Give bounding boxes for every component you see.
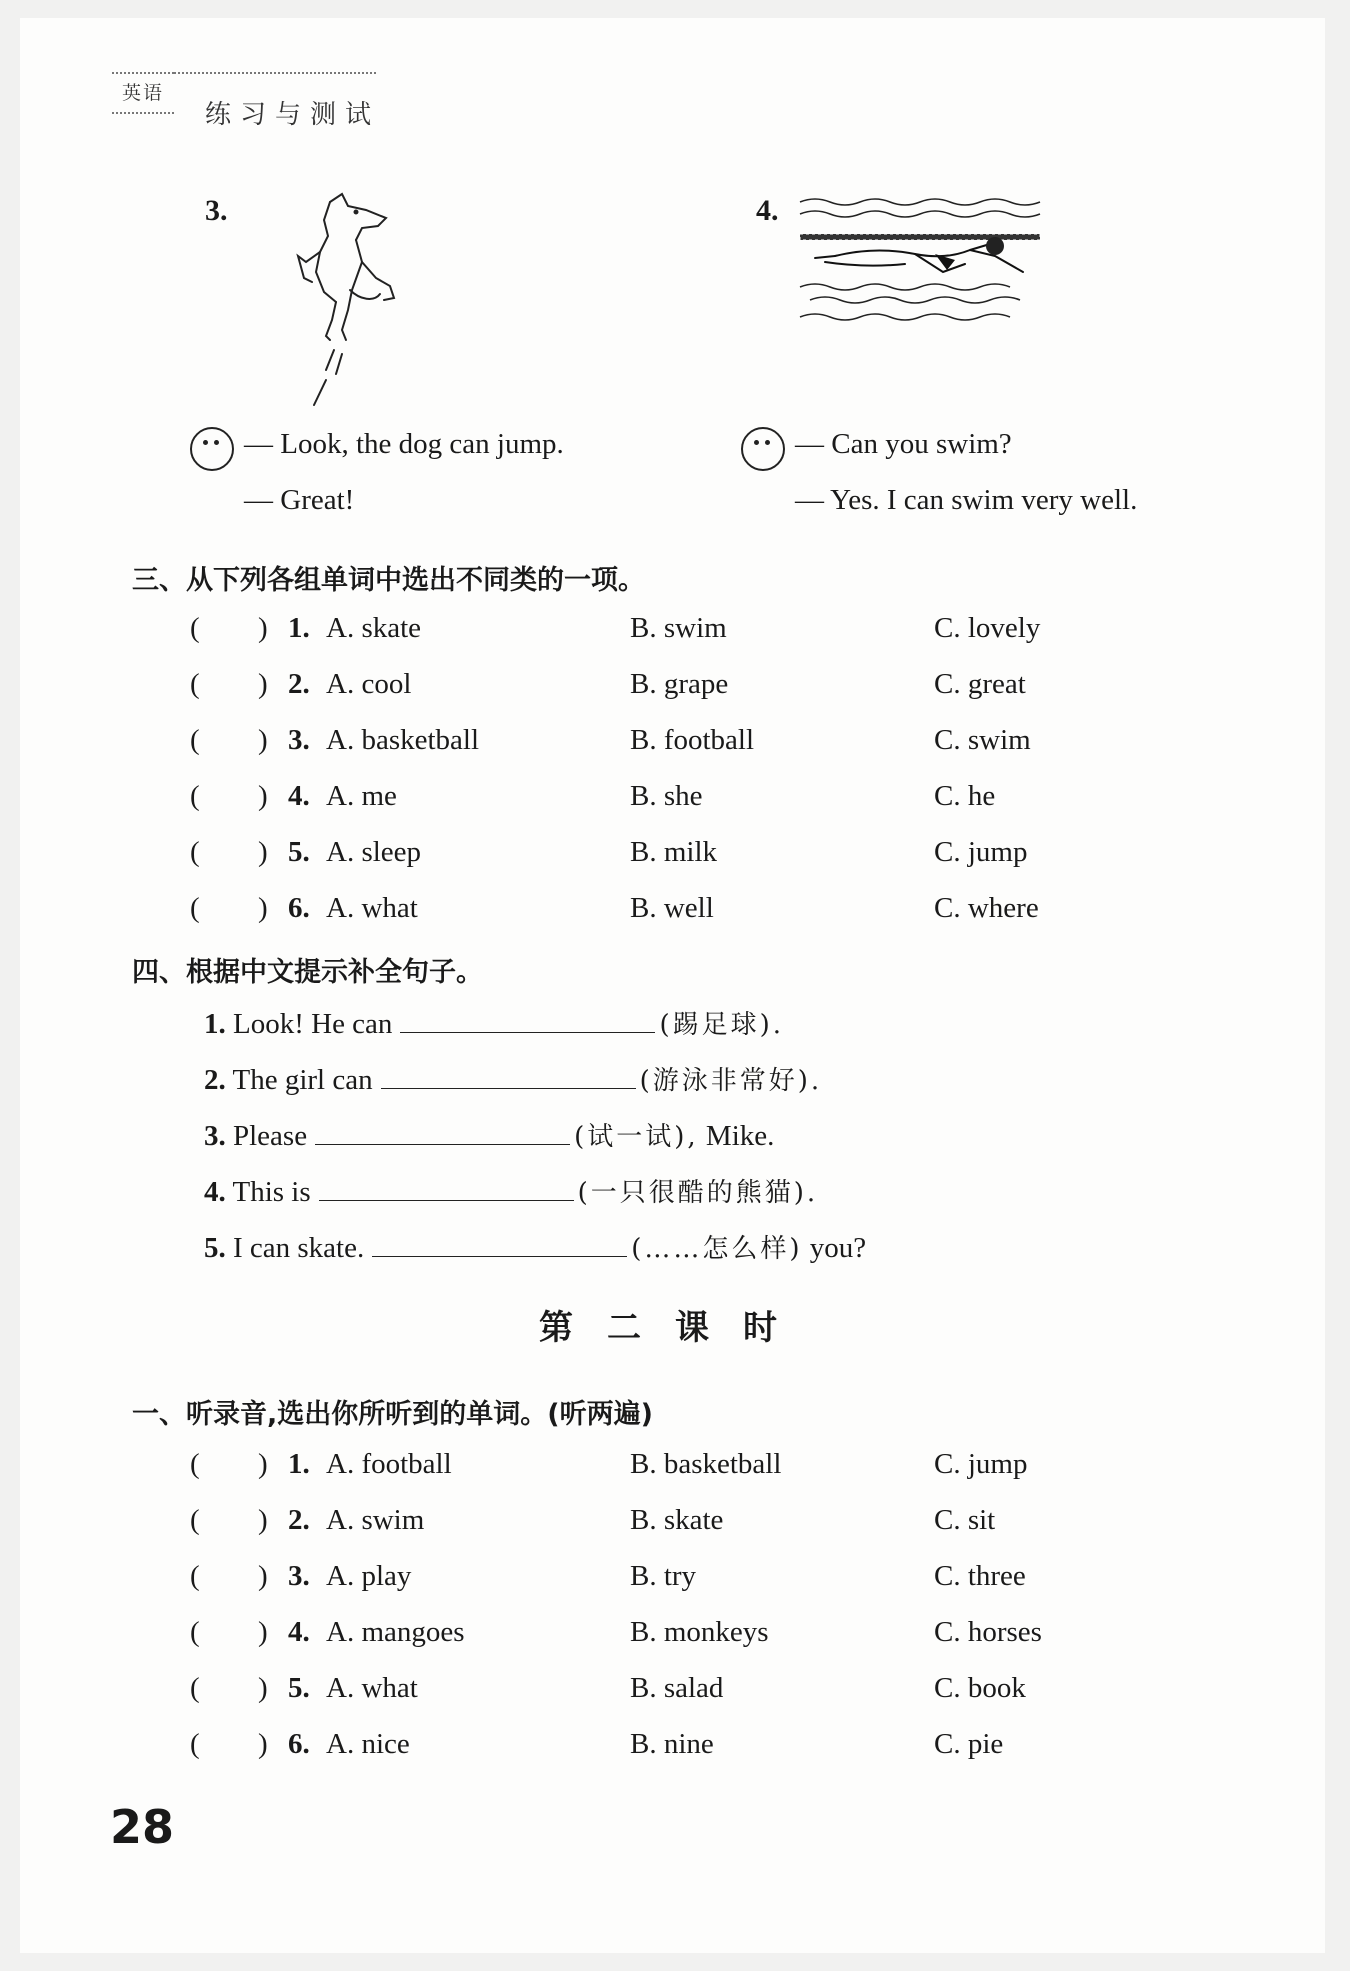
option-c: C. jump bbox=[934, 1448, 1028, 1480]
option-a: A. me bbox=[326, 780, 397, 812]
option-b: B. skate bbox=[630, 1504, 724, 1536]
question-row: ( ) 4. A. mangoes B. monkeys C. horses bbox=[190, 1616, 1042, 1648]
option-b: B. grape bbox=[630, 668, 729, 700]
answer-blank[interactable] bbox=[372, 1234, 627, 1257]
question-row: ( ) 5. A. sleep B. milk C. jump bbox=[190, 836, 1028, 868]
option-c: C. horses bbox=[934, 1616, 1042, 1648]
option-b: B. basketball bbox=[630, 1448, 782, 1480]
subject-label: 英语 bbox=[112, 72, 174, 114]
option-b: B. well bbox=[630, 892, 714, 924]
picture-3-number: 3. bbox=[205, 194, 228, 227]
answer-blank[interactable] bbox=[381, 1066, 636, 1089]
workbook-title: 练习与测试 bbox=[205, 100, 381, 130]
question-row: ( ) 5. A. what B. salad C. book bbox=[190, 1672, 1026, 1704]
fill-in-item: 1. Look! He can (踢足球). bbox=[204, 1008, 784, 1040]
question-row: ( ) 1. A. football B. basketball C. jump bbox=[190, 1448, 1028, 1480]
option-c: C. sit bbox=[934, 1504, 996, 1536]
picture-4-number: 4. bbox=[756, 194, 779, 227]
fill-in-item: 5. I can skate. (……怎么样) you? bbox=[204, 1232, 867, 1264]
dialogue-line: — Look, the dog can jump. bbox=[244, 428, 564, 460]
question-row: ( ) 1. A. skate B. swim C. lovely bbox=[190, 612, 1041, 644]
question-row: ( ) 4. A. me B. she C. he bbox=[190, 780, 996, 812]
option-a: A. sleep bbox=[326, 836, 422, 868]
answer-blank[interactable] bbox=[315, 1122, 570, 1145]
option-a: A. mangoes bbox=[326, 1616, 465, 1648]
section-title: 一、听录音,选出你所听到的单词。(听两遍) bbox=[132, 1399, 653, 1430]
option-c: C. where bbox=[934, 892, 1039, 924]
question-row: ( ) 2. A. cool B. grape C. great bbox=[190, 668, 1026, 700]
option-b: B. football bbox=[630, 724, 755, 756]
lesson-title: 第二课时 bbox=[539, 1308, 811, 1348]
option-a: A. football bbox=[326, 1448, 452, 1480]
option-b: B. try bbox=[630, 1560, 697, 1592]
option-a: A. what bbox=[326, 892, 418, 924]
section-title: 四、根据中文提示补全句子。 bbox=[132, 957, 483, 988]
option-c: C. jump bbox=[934, 836, 1028, 868]
smiley-face-icon bbox=[190, 427, 234, 471]
option-a: A. swim bbox=[326, 1504, 425, 1536]
option-a: A. nice bbox=[326, 1728, 410, 1760]
question-row: ( ) 3. A. play B. try C. three bbox=[190, 1560, 1026, 1592]
option-b: B. nine bbox=[630, 1728, 714, 1760]
fill-in-item: 4. This is (一只很酷的熊猫). bbox=[204, 1176, 819, 1208]
section-title: 三、从下列各组单词中选出不同类的一项。 bbox=[132, 565, 645, 596]
option-b: B. milk bbox=[630, 836, 718, 868]
smiley-face-icon bbox=[741, 427, 785, 471]
page-number: 28 bbox=[110, 1800, 175, 1854]
fill-in-item: 2. The girl can (游泳非常好). bbox=[204, 1064, 823, 1096]
option-c: C. pie bbox=[934, 1728, 1004, 1760]
option-a: A. what bbox=[326, 1672, 418, 1704]
question-row: ( ) 2. A. swim B. skate C. sit bbox=[190, 1504, 996, 1536]
question-row: ( ) 6. A. what B. well C. where bbox=[190, 892, 1039, 924]
header-divider bbox=[174, 72, 376, 74]
option-b: B. swim bbox=[630, 612, 727, 644]
swimmer-icon bbox=[795, 192, 1045, 332]
option-c: C. book bbox=[934, 1672, 1026, 1704]
option-c: C. swim bbox=[934, 724, 1031, 756]
option-a: A. skate bbox=[326, 612, 422, 644]
answer-blank[interactable] bbox=[400, 1010, 655, 1033]
fill-in-item: 3. Please (试一试), Mike. bbox=[204, 1120, 775, 1152]
option-b: B. she bbox=[630, 780, 703, 812]
option-b: B. salad bbox=[630, 1672, 724, 1704]
option-c: C. great bbox=[934, 668, 1026, 700]
option-c: C. he bbox=[934, 780, 996, 812]
option-a: A. play bbox=[326, 1560, 412, 1592]
option-a: A. cool bbox=[326, 668, 412, 700]
option-b: B. monkeys bbox=[630, 1616, 769, 1648]
option-c: C. lovely bbox=[934, 612, 1041, 644]
question-row: ( ) 3. A. basketball B. football C. swim bbox=[190, 724, 1031, 756]
dialogue-line: — Yes. I can swim very well. bbox=[795, 484, 1138, 516]
answer-blank[interactable] bbox=[319, 1178, 574, 1201]
question-row: ( ) 6. A. nice B. nine C. pie bbox=[190, 1728, 1004, 1760]
jumping-dog-icon bbox=[290, 190, 430, 410]
dialogue-line: — Can you swim? bbox=[795, 428, 1012, 460]
option-c: C. three bbox=[934, 1560, 1026, 1592]
dialogue-line: — Great! bbox=[244, 484, 355, 516]
option-a: A. basketball bbox=[326, 724, 480, 756]
